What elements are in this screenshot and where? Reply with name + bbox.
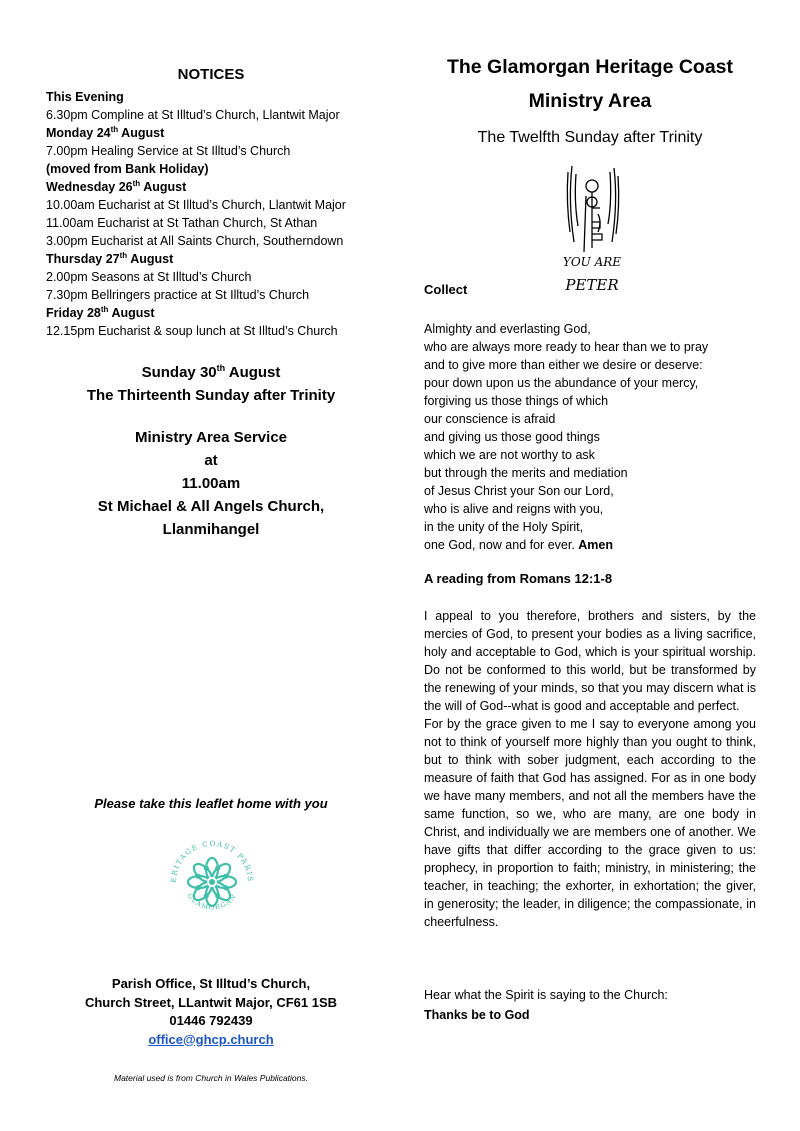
office-email-link[interactable]: office@ghcp.church [148,1031,274,1047]
office-block [46,975,376,1049]
collect-line: which we are not worthy to ask [424,448,595,462]
title-line-2: Ministry Area [528,90,652,112]
collect-heading: Collect [424,282,468,297]
reading-text [424,607,756,931]
service-line-1: Ministry Area Service [134,429,288,446]
reading-paragraph-1: I appeal to you therefore, brothers and sisters, by the mercies of God, to present your bodies as a living sacrifice, holy and acceptable to God, which is your spiritual worship. Do not be conformed to this world, but be transformed by the renewing of your minds, so that you may discern what is the will of God--what is good and acceptable and perfect. [424,609,756,713]
notice-item: This Evening [46,90,124,104]
notice-item: 3.00pm Eucharist at All Saints Church, Southerndown [46,234,344,248]
next-sunday-block [46,357,376,407]
reading-paragraph-2: For by the grace given to me I say to everyone among you not to think of yourself more highly than you ought to think, but to think with sober judgment, each according to the measure of faith that God has assigned. For as in one body we have many members, and not all the members have the same function, so we, who are many, are one body in Christ, and individually we are members one of another. We have gifts that differ according to the grace given to us: prophecy, in proportion to faith; ministry, in ministering; the teacher, in teaching; the exhorter, in exhortation; the giver, in generosity; the leader, in diligence; the compassionate, in cheerfulness. [424,717,756,929]
amen: Amen [578,538,614,552]
office-line-1: Parish Office, St Illtud’s Church, [111,976,311,991]
notice-item: Wednesday 26th August [46,178,187,194]
parish-logo [166,836,258,928]
service-line-2: at [204,452,218,469]
service-line-5: Llanmihangel [162,521,260,538]
notice-item: Thursday 27th August [46,250,174,266]
notice-item: 7.00pm Healing Service at St Illtud’s Church [46,144,291,158]
collect-line: of Jesus Christ your Son our Lord, [424,484,614,498]
notices-list [46,88,386,340]
collect-line: in the unity of the Holy Spirit, [424,520,584,534]
material-note: Material used is from Church in Wales Publications. [113,1073,308,1083]
collect-line: but through the merits and mediation [424,466,628,480]
notice-item: 2.00pm Seasons at St Illtud’s Church [46,270,252,284]
collect-line: forgiving us those things of which [424,394,609,408]
title-line-1: The Glamorgan Heritage Coast [446,56,734,78]
next-sunday-date: Sunday 30th August [141,363,281,381]
notice-item: Monday 24th August [46,124,165,140]
service-line-4: St Michael & All Angels Church, [97,498,325,515]
subtitle: The Twelfth Sunday after Trinity [477,129,703,146]
collect-line: who are always more ready to hear than we to pray [424,340,709,354]
next-sunday-name: The Thirteenth Sunday after Trinity [86,387,336,404]
notice-item: 6.30pm Compline at St Illtud’s Church, Llantwit Major [46,108,340,122]
reading-heading: A reading from Romans 12:1-8 [424,571,613,586]
emblem-line-2: PETER [565,276,619,294]
leaflet-note: Please take this leaflet home with you [94,796,328,811]
notices-title: NOTICES [177,66,245,83]
collect-line: our conscience is afraid [424,412,556,426]
parish-logo-icon [166,836,258,928]
notice-item: (moved from Bank Holiday) [46,162,209,176]
notice-item: Friday 28th August [46,304,155,320]
logo-top-text: ERITAGE COAST PARIS [168,838,256,883]
logo-bottom-text: GLAMORGAN [185,891,239,912]
you-are-peter-emblem [562,162,622,302]
service-block [46,426,376,541]
notice-item: 11.00am Eucharist at St Tathan Church, St Athan [46,216,318,230]
collect-line: one God, now and for ever. Amen [424,538,614,552]
collect-line: and giving us those good things [424,430,600,444]
collect-line: pour down upon us the abundance of your mercy, [424,376,699,390]
service-line-3: 11.00am [181,475,241,492]
collect-prayer [424,320,756,554]
emblem-line-1: YOU ARE [562,255,622,269]
notice-item: 12.15pm Eucharist & soup lunch at St Illtud’s Church [46,324,338,338]
keys-icon [562,162,622,302]
notice-item: 10.00am Eucharist at St Illtud’s Church, Llantwit Major [46,198,346,212]
collect-line: and to give more than either we desire or deserve: [424,358,703,372]
collect-line: Almighty and everlasting God, [424,322,591,336]
hear-line: Hear what the Spirit is saying to the Church: [424,988,668,1002]
response-line: Thanks be to God [424,1008,530,1022]
page-title [424,50,756,118]
collect-line: who is alive and reigns with you, [424,502,604,516]
office-phone: 01446 792439 [169,1013,253,1028]
notice-item: 7.30pm Bellringers practice at St Illtud’s Church [46,288,310,302]
office-line-2: Church Street, LLantwit Major, CF61 1SB [84,994,338,1010]
